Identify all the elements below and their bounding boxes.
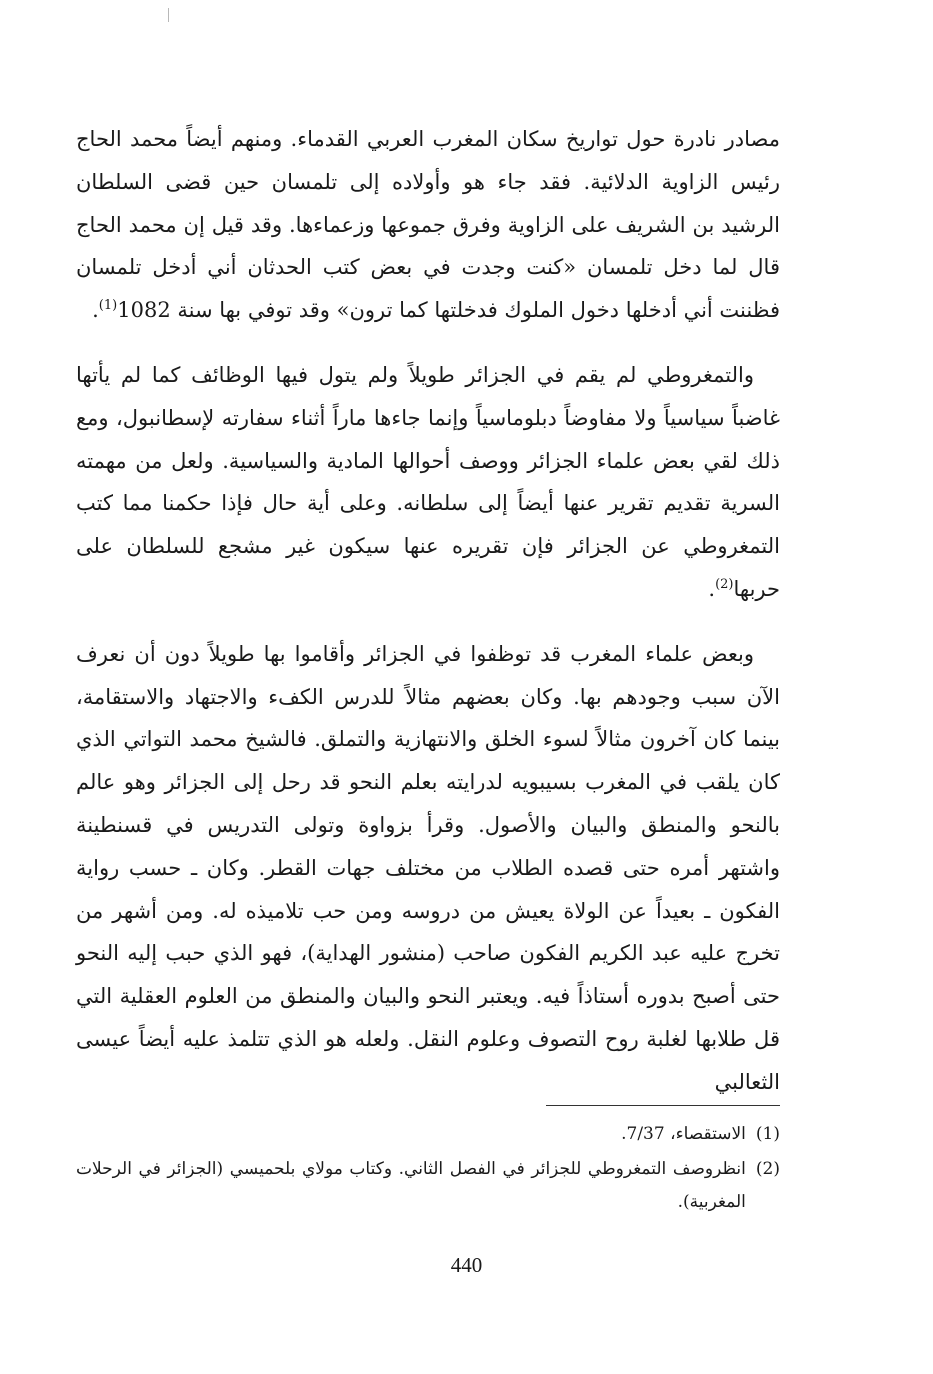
footnote-ref-2: (2) — [715, 576, 734, 592]
page-number: 440 — [450, 1253, 483, 1277]
main-text — [76, 118, 780, 1104]
paragraph-2-text: والتمغروطي لم يقم في الجزائر طويلاً ولم يتول فيها الوظائف كما لم يأتها غاضباً سياسياً ولا مفاوضاً دبلوماسياً وإنما جاءها ماراً أثناء سفارته لإسطانبول، ومع ذلك لقي بعض علماء الجزائر ووصف أحوالها المادية والسياسية. ولعل من مهمته السرية تقديم تقرير عنها أيضاً إلى سلطانه. وعلى أية حال فإذا حكمنا مما كتب التمغروطي عن الجزائر فإن تقريره عنها سيكون غير مشجع للسلطان على حربها — [76, 362, 780, 601]
footnote-ref-1: (1) — [98, 298, 118, 314]
footnote-2-number: (2) — [755, 1159, 780, 1179]
paragraph-1 — [76, 118, 780, 332]
paragraph-3 — [76, 633, 780, 1104]
footnote-separator — [546, 1105, 780, 1106]
scan-mark — [168, 8, 169, 22]
footnote-2-text: انظروصف التمغروطي للجزائر في الفصل الثاني. وكتاب مولاي بلحميسي (الجزائر في الرحلات المغربية). — [76, 1159, 746, 1212]
footnote-1-number: (1) — [755, 1124, 780, 1144]
footnote-2 — [76, 1153, 780, 1219]
paragraph-2-end: . — [708, 576, 716, 601]
paragraph-1-end: . — [92, 298, 99, 323]
footnote-1-text: الاستقصاء، 7/37. — [621, 1124, 746, 1144]
footnote-1 — [76, 1118, 780, 1151]
footnotes — [76, 1118, 780, 1221]
paragraph-2 — [76, 354, 780, 611]
paragraph-3-text: وبعض علماء المغرب قد توظفوا في الجزائر وأقاموا بها طويلاً دون أن نعرف الآن سبب وجودهم بها. وكان بعضهم مثالاً للدرس الكفء والاجتهاد والاستقامة، بينما كان آخرون مثالاً لسوء الخلق والانتهازية والتملق. فالشيخ محمد التواتي الذي كان يلقب في المغرب بسيبويه لدرايته بعلم النحو قد رحل إلى الجزائر وهو عالم بالنحو والمنطق والبيان والأصول. وقرأ بزواوة وتولى التدريس في قسنطينة واشتهر أمره حتى قصده الطلاب من مختلف جهات القطر. وكان ـ حسب رواية الفكون ـ بعيداً عن الولاة يعيش من دروسه ومن حب تلاميذه له. ومن أشهر من تخرج عليه عبد الكريم الفكون صاحب (منشور الهداية)، فهو الذي حبب إليه النحو حتى أصبح بدوره أستاذاً فيه. ويعتبر النحو والبيان والمنطق من العلوم العقلية التي قل طلابها لغلبة روح التصوف وعلوم النقل. ولعله هو الذي تتلمذ عليه أيضاً عيسى الثعالبي — [76, 641, 780, 1094]
paragraph-1-text: مصادر نادرة حول تواريخ سكان المغرب العربي القدماء. ومنهم أيضاً محمد الحاج رئيس الزاوية الدلائية. فقد جاء هو وأولاده إلى تلمسان حين قضى السلطان الرشيد بن الشريف على الزاوية وفرق جموعها وزعماءها. وقد قيل إن محمد الحاج قال لما دخل تلمسان «كنت وجدت في بعض كتب الحدثان أني أدخل تلمسان فظننت أني أدخلها دخول الملوك فدخلتها كما ترون» وقد توفي بها سنة 1082 — [76, 127, 780, 323]
